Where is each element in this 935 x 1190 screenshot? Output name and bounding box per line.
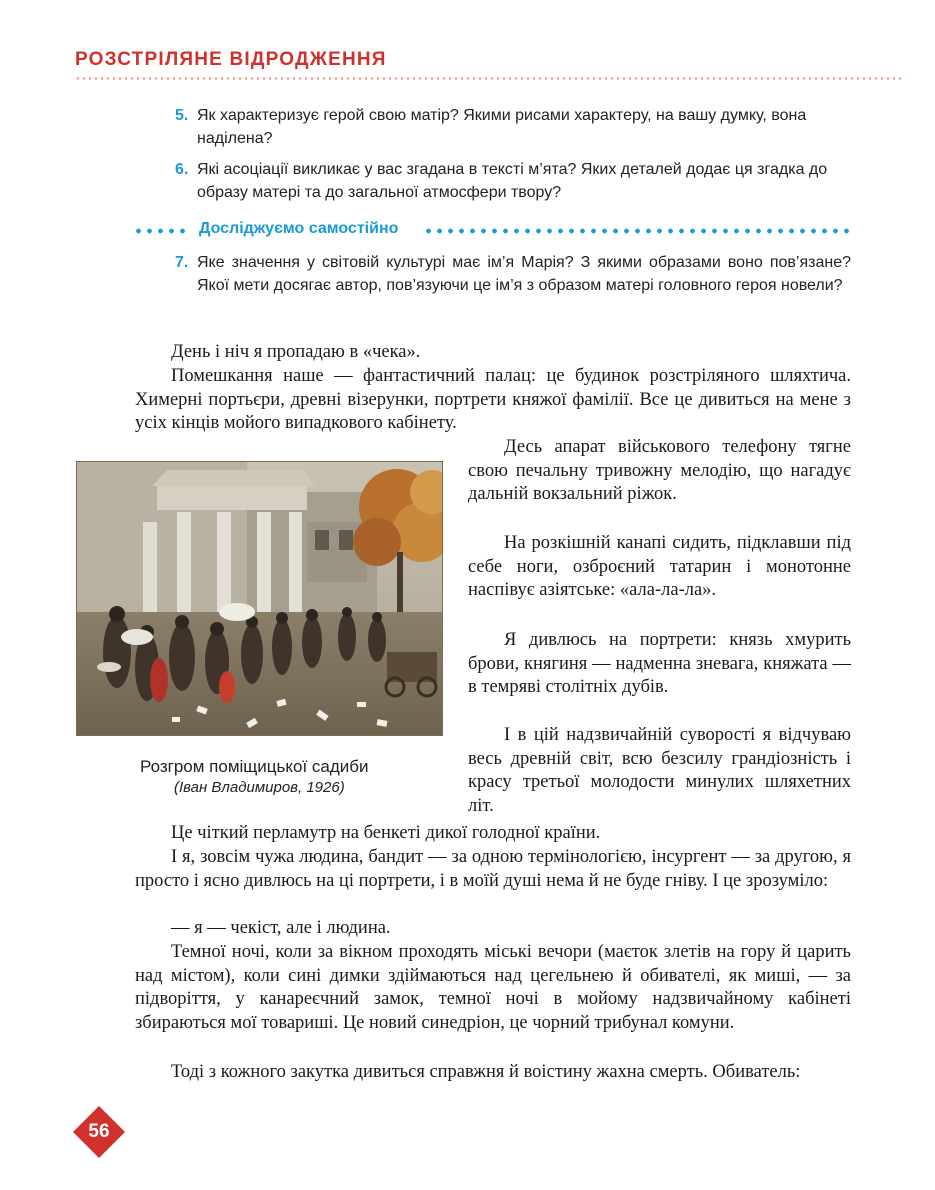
question-6 xyxy=(175,158,851,204)
page-number: 56 xyxy=(88,1121,110,1142)
question-text: Як характеризує герой свою матір? Якими рисами характеру, на вашу думку, вона наділена? xyxy=(197,107,807,147)
figure-caption: Розгром поміщицької садиби xyxy=(140,757,369,776)
paragraph: І я, зовсім чужа людина, бандит — за одною термінологією, інсургент — за другою, я просто і ясно дивлюсь на ці портрети, і в моїй душі нема й не буде гніву. І це зрозуміло: xyxy=(135,847,851,891)
header-dotted-rule xyxy=(75,77,905,80)
painting-image xyxy=(76,461,443,736)
paragraph: Я дивлюсь на портрети: князь хмурить брови, княгиня — надменна зневага, княжата — в темряві столітніх дубів. xyxy=(468,630,851,697)
paragraph: Темної ночі, коли за вікном проходять міські вечори (маєток злетів на гору й царить над містом), коли сині димки здіймаються над цегельнею й обивателі, як миші, — за підворіття, у канареєчний замок, темної ночі в мойому надзвичайному кабінеті збираються мої товариші. Це новий синедріон, це чорний трибунал комуни. xyxy=(135,942,851,1033)
question-7 xyxy=(175,251,851,297)
paragraph: Це чіткий перламутр на бенкеті дикої голодної країни. xyxy=(171,823,601,843)
paragraph: На розкішній канапі сидить, підклавши під себе ноги, озброєний татарин і монотонне наспівує азіятське: «ала-ла-ла». xyxy=(468,533,851,600)
question-number: 7. xyxy=(175,254,189,271)
paragraph: І в цій надзвичайній суворості я відчуваю весь древній світ, всю безсилу грандіозність і красу третьої молодости минулих шляхетних літ. xyxy=(468,725,851,816)
question-number: 5. xyxy=(175,107,189,124)
figure-credit: (Іван Владимиров, 1926) xyxy=(174,779,345,796)
question-text: Яке значення у світовій культурі має ім’я Марія? З якими образами воно пов’язане? Якої мети досягає автор, пов’язуючи це ім’я з образом матері головного героя новели? xyxy=(197,254,851,294)
section-dots-right xyxy=(423,228,853,234)
paragraph: Помешкання наше — фантастичний палац: це будинок розстріляного шляхтича. Химерні портьєри, древні візерунки, портрети княжої фамілії. Все це дивиться на мене з усіх кінців мойого випадкового кабінету. xyxy=(135,366,851,433)
question-text: Які асоціації викликає у вас згадана в тексті м’ята? Яких деталей додає ця згадка до образу матері та до загальної атмосфери твору? xyxy=(197,161,828,201)
paragraph: День і ніч я пропадаю в «чека». xyxy=(171,342,421,362)
paragraph: Десь апарат військового телефону тягне свою печальну тривожну мелодію, що нагадує дальній вокзальний ріжок. xyxy=(468,437,851,504)
question-number: 6. xyxy=(175,161,189,178)
section-heading xyxy=(133,219,853,243)
running-header: РОЗСТРІЛЯНЕ ВІДРОДЖЕННЯ xyxy=(75,49,387,70)
paragraph: — я — чекіст, але і людина. xyxy=(171,918,391,938)
paragraph: Тоді з кожного закутка дивиться справжня й воістину жахна смерть. Обиватель: xyxy=(171,1062,801,1082)
section-title: Досліджуємо самостійно xyxy=(199,220,399,237)
question-5 xyxy=(175,104,851,150)
section-dots-left xyxy=(133,228,189,234)
